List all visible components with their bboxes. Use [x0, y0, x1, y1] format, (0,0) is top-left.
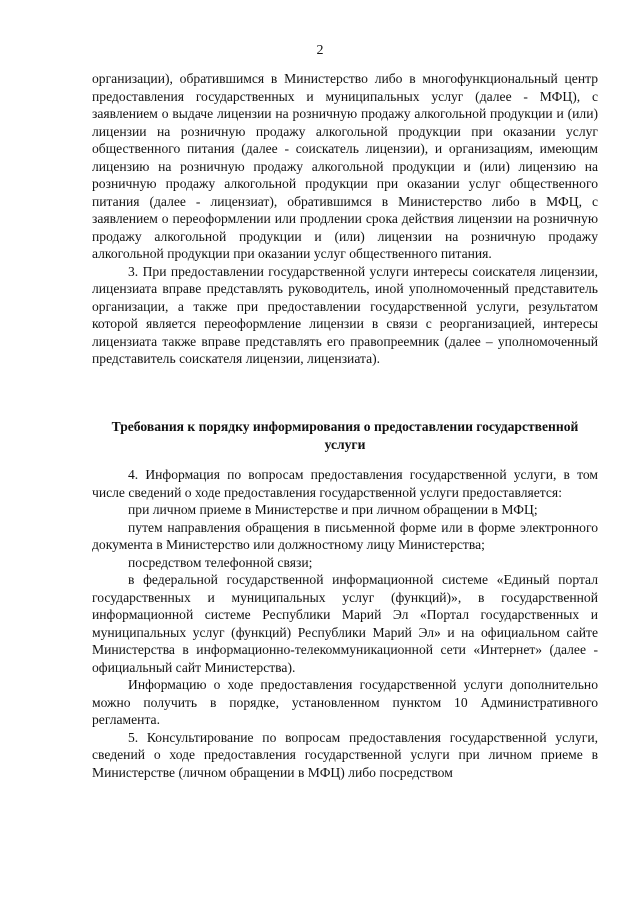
document-body-bottom [92, 466, 598, 781]
list-item: путем направления обращения в письменной форме или в форме электронного документа в Министерство или должностному лицу Министерства; [92, 519, 598, 552]
paragraph-item-5: 5. Консультирование по вопросам предоставления государственной услуги, сведений о ходе предоставления государственной услуги при личном приеме в Министерстве (личном обращении в МФЦ) либо посредством [92, 729, 598, 780]
list-item: в федеральной государственной информационной системе «Единый портал государственных и муниципальных услуг (функций)», в государственной информационной системе Республики Марий Эл «Портал государственных и муниципальных услуг (функций) Республики Марий Эл» и на официальном сайте Министерства в информационно-телекоммуникационной сети «Интернет» (далее - официальный сайт Министерства). [92, 572, 598, 675]
paragraph-item-3: 3. При предоставлении государственной услуги интересы соискателя лицензии, лицензиата вправе представлять руководитель, иной уполномоченный представитель организации, а также при предоставлении государственной услуги, результатом которой является переоформление лицензии в связи с реорганизацией, интересы лицензиата также вправе представлять его правопреемник (далее – уполномоченный представитель соискателя лицензии, лицензиата). [92, 263, 598, 366]
list-item: при личном приеме в Министерстве и при личном обращении в МФЦ; [128, 502, 538, 517]
section-heading: Требования к порядку информирования о предоставлении государственной услуги [111, 419, 579, 452]
list-item: посредством телефонной связи; [128, 554, 313, 570]
paragraph-item-4: 4. Информация по вопросам предоставления государственной услуги, в том числе сведений о ходе предоставления государственной услуги предоставляется: [92, 467, 598, 500]
page-number: 2 [316, 43, 324, 58]
paragraph: организации), обратившимся в Министерство либо в многофункциональный центр предоставления государственных и муниципальных услуг (далее - МФЦ), с заявлением о выдаче лицензии на розничную продажу алкогольной продукции и (или) лицензии на розничную продажу алкогольной продукции при оказании услуг общественного питания (далее - соискатель лицензии), и организациям, имеющим лицензию на розничную продажу алкогольной продукции и (или) лицензию на розничную продажу алкогольной продукции при оказании услуг общественного питания (далее - лицензиат), обратившимся в Министерство либо в МФЦ, с заявлением о переоформлении или продлении срока действия лицензии на розничную продажу алкогольной продукции и (или) лицензии на розничную продажу алкогольной продукции при оказании услуг общественного питания. [92, 71, 598, 261]
document-body-top [92, 70, 598, 368]
paragraph: Информацию о ходе предоставления государственной услуги дополнительно можно получить в порядке, установленном пунктом 10 Административного регламента. [92, 677, 598, 727]
